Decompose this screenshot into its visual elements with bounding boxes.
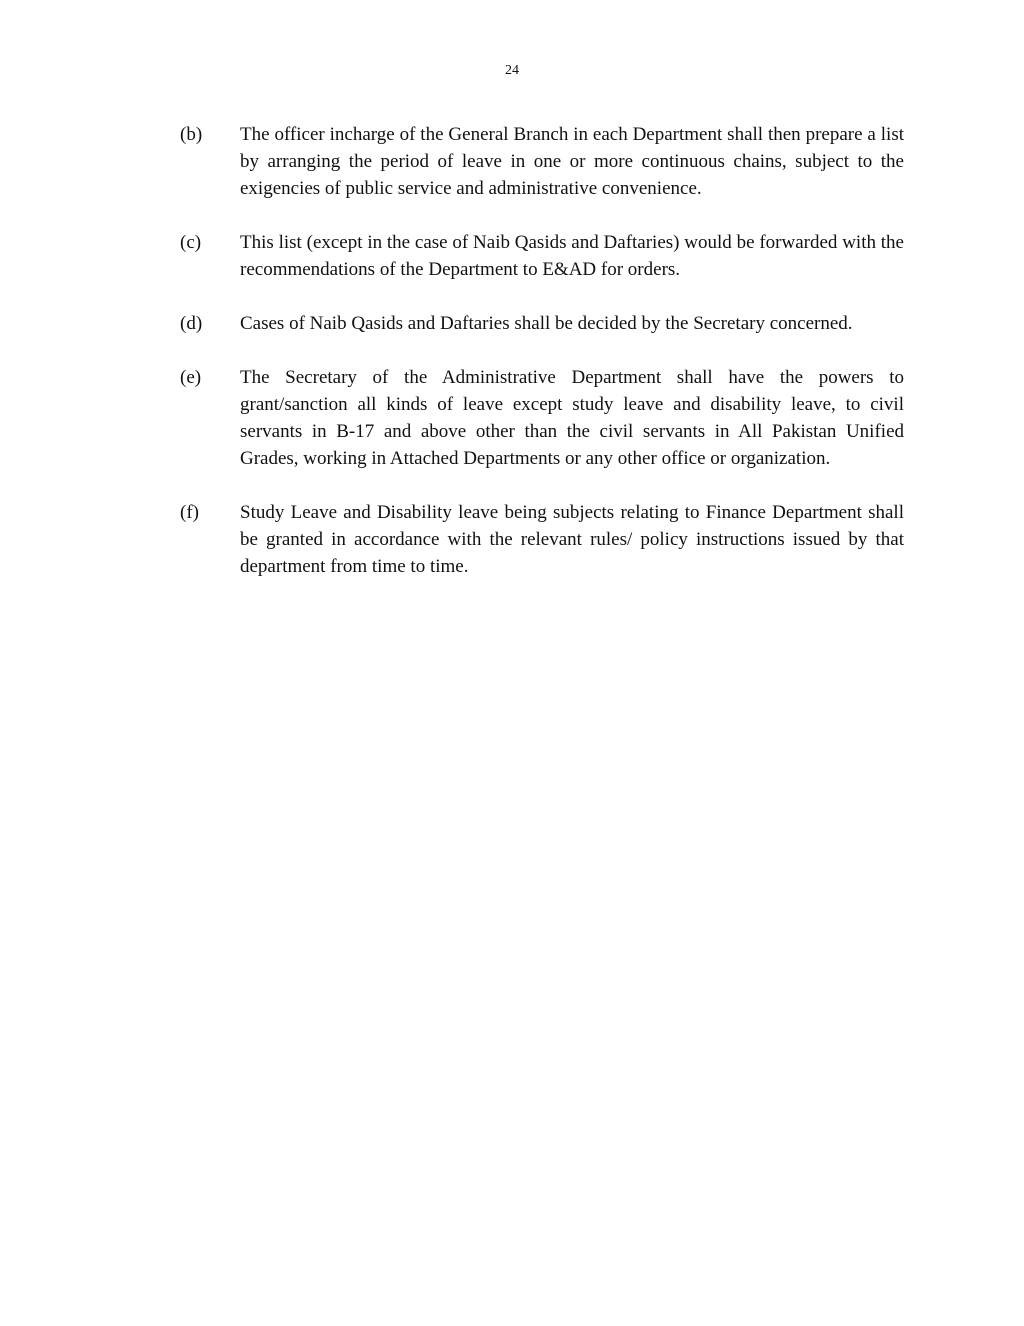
clause-text: Study Leave and Disability leave being subjects relating to Finance Department shall be granted in accordance with the relevant rules/ policy instructions issued by that department from time to time. (240, 502, 904, 577)
clause-b (180, 121, 904, 202)
clause-text: This list (except in the case of Naib Qasids and Daftaries) would be forwarded with the recommendations of the Department to E&AD for orders. (240, 232, 904, 280)
page-number: 24 (505, 63, 519, 78)
clause-label: (f) (180, 502, 199, 523)
clause-text: The Secretary of the Administrative Department shall have the powers to grant/sanction all kinds of leave except study leave and disability leave, to civil servants in B-17 and above other than the civil servants in All Pakistan Unified Grades, working in Attached Departments or any other office or organization. (240, 367, 904, 469)
clause-c (180, 229, 904, 283)
clause-label: (e) (180, 367, 202, 388)
clause-text: Cases of Naib Qasids and Daftaries shall be decided by the Secretary concerned. (240, 313, 853, 334)
clause-d (180, 310, 904, 337)
clause-text: The officer incharge of the General Branch in each Department shall then prepare a list by arranging the period of leave in one or more continuous chains, subject to the exigencies of public service and administrative convenience. (240, 124, 904, 199)
clause-label: (b) (180, 124, 203, 145)
clause-label: (d) (180, 313, 203, 334)
clause-label: (c) (180, 232, 202, 253)
clause-f (180, 499, 904, 580)
clause-e (180, 364, 904, 472)
clause-list (180, 121, 904, 607)
